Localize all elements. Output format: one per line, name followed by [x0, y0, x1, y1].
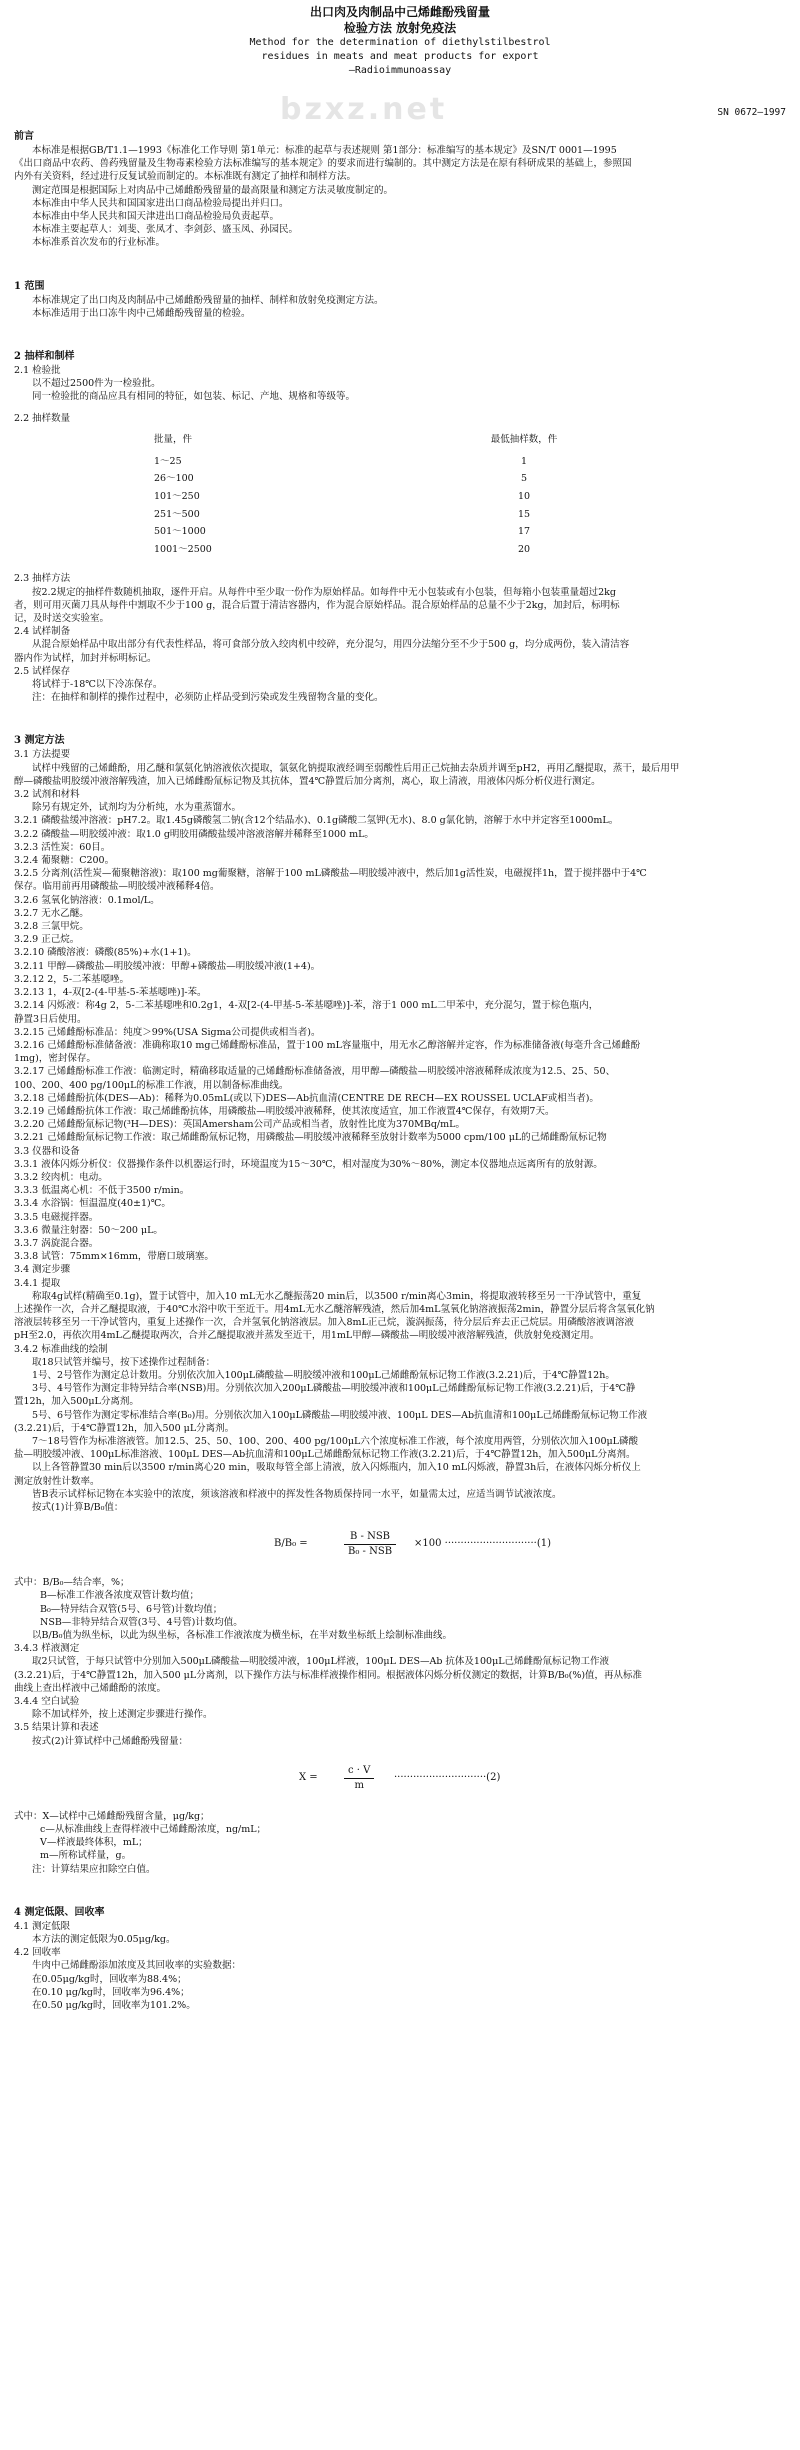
formula-def-line: V—样液最终体积，mL； [40, 1837, 148, 1849]
foreword-line: 本标准是根据GB/T1.1—1993《标准化工作导则 第1单元：标准的起草与表述规则 第1部分：标准编写的基本规定》及SN/T 0001—1995 [32, 145, 617, 156]
equipment-list [14, 1158, 786, 1264]
foreword-line: 内外有关资料，经过进行反复试验而制定的。本标准既有测定了抽样和制样方法。 [14, 171, 357, 183]
equipment-line: 3.3.7 涡旋混合器。 [14, 1237, 99, 1249]
equipment-line: 3.3.3 低温离心机：不低于3500 r/min。 [14, 1185, 190, 1197]
reagent-line: 3.2.13 1，4-双[2-(4-甲基-5-苯基噁唑)]-苯。 [14, 987, 207, 999]
subsection-heading: 3.4.4 空白试验 [14, 1696, 80, 1708]
procedure-line: 除不加试样外，按上述测定步骤进行操作。 [32, 1709, 213, 1721]
formula-1-lhs: B/B₀ = [274, 1538, 308, 1550]
subsection-heading: 3.4.2 标准曲线的绘制 [14, 1343, 108, 1355]
subsection-heading: 3.3 仪器和设备 [14, 1145, 80, 1157]
formula-1-tail: ×100 ·····························(1) [414, 1538, 551, 1550]
equipment-line: 3.3.2 绞肉机：电动。 [14, 1171, 108, 1183]
table-cell: 20 [517, 543, 531, 555]
subsection-heading: 3.2 试剂和材料 [14, 789, 80, 801]
table-row [14, 470, 786, 488]
reagent-line: 3.2.17 己烯雌酚标准工作液：临测定时，精确移取适量的己烯雌酚标准储备液，用甲醇—磷酸盐—明胶缓冲溶液稀释成浓度为12.5、25、50、 [14, 1066, 616, 1078]
reagent-line: 保存。临用前再用磷酸盐—明胶缓冲液稀释4倍。 [14, 881, 220, 893]
reagent-line: 3.2.19 己烯雌酚抗体工作液：取己烯雌酚抗体，用磷酸盐—明胶缓冲液稀释，使其浓度适宜，加工作液置4℃保存，有效期7天。 [14, 1105, 555, 1117]
formula-1 [174, 1528, 786, 1562]
procedure-line: 盐—明胶缓冲液、100μL标准溶液、100μL DES—Ab抗血清和100μL己烯雌酚氚标记物工作液(3.2.21)后，于4℃静置12h，加入500μL分离剂。 [14, 1449, 636, 1461]
section-note: 注：在抽样和制样的操作过程中，必须防止样品受到污染或发生残留物含量的变化。 [32, 692, 384, 704]
table-cell: 17 [517, 526, 531, 538]
subsection-heading: 3.4.3 样液测定 [14, 1643, 80, 1655]
formula-def-line: 式中：X—试样中己烯雌酚残留含量，μg/kg； [14, 1810, 210, 1822]
subsection-heading: 4.2 回收率 [14, 1947, 61, 1959]
procedure-line: 按式(1)计算B/B₀值： [32, 1502, 124, 1514]
doc-title: 出口肉及肉制品中己烯雌酚残留量 [309, 5, 490, 19]
formula-def-line: NSB—非特异结合双管(3号、4号管)计数均值。 [40, 1616, 243, 1628]
section-1-line: 本标准适用于出口冻牛肉中己烯雌酚残留量的检验。 [32, 307, 251, 319]
section-2-heading: 2 抽样和制样 [14, 351, 75, 363]
equipment-line: 3.3.4 水浴锅：恒温温度(40±1)℃。 [14, 1198, 171, 1210]
reagent-line: 3.2.3 活性炭：60目。 [14, 841, 111, 853]
equipment-line: 3.3.1 液体闪烁分析仪：仪器操作条件以机器运行时，环境温度为15～30℃，相对湿度为30%～80%，测定本仪器地点远离所有的放射源。 [14, 1158, 603, 1170]
reagent-line: 3.2.20 己烯雌酚氚标记物(³H—DES)：英国Amersham公司产品或相当者，放射性比度为370MBq/mL。 [14, 1119, 465, 1131]
formula-2-numerator: c · V [344, 1764, 374, 1779]
formula-2-tail: ·····························(2) [394, 1771, 501, 1783]
reagents-list [14, 801, 786, 1144]
reagent-line: 3.2.10 磷酸溶液：磷酸(85%)+水(1+1)。 [14, 947, 197, 959]
section-3-heading: 3 测定方法 [14, 735, 65, 747]
reagent-line: 3.2.21 己烯雌酚氚标记物工作液：取己烯雌酚氚标记物，用磷酸盐—明胶缓冲液稀释至放射计数率为5000 cpm/100 μL的己烯雌酚氚标记物 [14, 1132, 607, 1144]
subsection-heading: 2.2 抽样数量 [14, 412, 71, 424]
subsection-heading: 2.1 检验批 [14, 365, 61, 377]
reagent-line: 1mg)，密封保存。 [14, 1053, 96, 1065]
recovery-line: 牛肉中己烯雌酚添加浓度及其回收率的实验数据： [32, 1960, 242, 1972]
doc-title-en-2: residues in meats and meat products for export [261, 51, 539, 62]
formula-def-line: 以B/B₀值为纵坐标，以此为纵坐标，各标准工作液浓度为横坐标，在半对数坐标纸上绘制标准曲线。 [32, 1630, 452, 1642]
subsection-heading: 4.1 测定低限 [14, 1920, 71, 1932]
section-line: 本方法的测定低限为0.05μg/kg。 [32, 1934, 176, 1946]
table-cell: 251～500 [154, 508, 200, 520]
sampling-table [14, 433, 786, 559]
formula-1-denominator: B₀ - NSB [348, 1546, 393, 1558]
reagent-line: 3.2.12 2，5-二苯基噁唑。 [14, 973, 130, 985]
section-1-line: 本标准规定了出口肉及肉制品中己烯雌酚残留量的抽样、制样和放射免疫测定方法。 [32, 294, 384, 306]
doc-title-en-1: Method for the determination of diethylstilbestrol [249, 37, 551, 48]
table-cell: 15 [517, 508, 531, 520]
procedure-line: 溶液层转移至另一干净试管内，重复上述操作一次，合并氢氧化钠溶液层。加入8mL正己烷，漩涡振荡，待分层后弃去正己烷层。用磷酸溶液调溶液 [14, 1317, 634, 1329]
subsection-heading: 3.4 测定步骤 [14, 1264, 71, 1276]
formula-2-lhs: X = [299, 1771, 318, 1783]
formula-def-line: 式中：B/B₀—结合率，%； [14, 1577, 130, 1589]
subsection-heading: 2.3 抽样方法 [14, 573, 71, 585]
formula-note: 注：计算结果应扣除空白值。 [32, 1863, 156, 1875]
table-header-samples: 最低抽样数，件 [490, 433, 558, 445]
section-line: 将试样于-18℃以下冷冻保存。 [32, 679, 163, 691]
recovery-line: 在0.10 μg/kg时，回收率为96.4%； [32, 1986, 190, 1998]
table-row [14, 506, 786, 524]
equipment-line: 3.3.5 电磁搅拌器。 [14, 1211, 99, 1223]
foreword-line: 本标准由中华人民共和国天津进出口商品检验局负责起草。 [32, 211, 280, 223]
section-line: 器内作为试样，加封并标明标记。 [14, 652, 157, 664]
standard-number: SN 0672—1997 [717, 107, 786, 118]
table-cell: 1001～2500 [154, 543, 212, 555]
procedure-line: 上述操作一次，合并乙醚提取液，于40℃水浴中吹干至近干。用4mL无水乙醚溶解残渣，然后加4mL氢氧化钠溶液振荡2min，静置分层后将含氢氧化钠 [14, 1303, 655, 1315]
procedure-line: 测定放射性计数率。 [14, 1475, 100, 1487]
subsection-heading: 2.5 试样保存 [14, 665, 71, 677]
formula-2 [174, 1762, 786, 1796]
subsection-heading: 3.4.1 提取 [14, 1277, 61, 1289]
reagent-line: 3.2.7 无水乙醚。 [14, 907, 89, 919]
table-cell: 1～25 [154, 455, 182, 467]
section-line: 按2.2规定的抽样件数随机抽取，逐件开启。从每件中至少取一份作为原始样品。如每件中无小包装或有小包装，但每箱小包装重量超过2kg [32, 586, 616, 598]
table-cell: 5 [520, 473, 528, 485]
section-line: 醇—磷酸盐明胶缓冲液溶解残渣，加入已烯雌酚氚标记物及其抗体，置4℃静置后加分离剂，离心，取上清液，用液体闪烁分析仪进行测定。 [14, 775, 601, 787]
formula-2-fraction [344, 1764, 374, 1793]
recovery-line: 在0.50 μg/kg时，回收率为101.2%。 [32, 2000, 196, 2012]
foreword-line: 本标准由中华人民共和国国家进出口商品检验局提出并归口。 [32, 197, 289, 209]
section-1-heading: 1 范围 [14, 280, 45, 292]
reagent-line: 3.2.1 磷酸盐缓冲溶液：pH7.2。取1.45g磷酸氢二钠(含12个结晶水)、0.1g磷酸二氢钾(无水)、8.0 g氯化钠，溶解于水中并定容至1000mL。 [14, 815, 619, 827]
table-row [14, 488, 786, 506]
formula-1-fraction [344, 1530, 396, 1559]
reagent-line: 100、200、400 pg/100μL的标准工作液，用以制备标准曲线。 [14, 1079, 289, 1091]
reagent-line: 3.2.4 葡聚糖：C200。 [14, 855, 115, 867]
procedure-line: 以上各管静置30 min后以3500 r/min离心20 min，吸取每管全部上清液，放入闪烁瓶内，加入10 mL闪烁液，静置3h后，在液体闪烁分析仪上 [32, 1462, 641, 1474]
watermark: bzxz.net [280, 92, 448, 127]
table-row [14, 453, 786, 471]
foreword-heading: 前言 [14, 131, 34, 142]
procedure-line: (3.2.21)后，于4℃静置12h，加入500 μL分离剂，以下操作方法与标准样液操作相同。根据液体闪烁分析仪测定的数据，计算B/B₀(%)值，再从标准 [14, 1669, 643, 1681]
section-line: 试样中残留的己烯雌酚，用乙醚和氯氨化钠溶液依次提取，氯氨化钠提取液经调至弱酸性后用正己烷抽去杂质并调至pH2，再用乙醚提取，蒸干，最后用甲 [32, 762, 680, 774]
procedure-line: 曲线上查出样液中己烯雌酚的浓度。 [14, 1682, 167, 1694]
table-cell: 10 [517, 491, 531, 503]
procedure-line: 皆B表示试样标记物在本实验中的浓度，须该溶液和样液中的挥发性各物质保持同一水平，如量需太过，应适当调节试液浓度。 [32, 1488, 562, 1500]
reagent-line: 3.2.5 分离剂(活性炭—葡聚糖溶液)：取100 mg葡聚糖，溶解于100 mL磷酸盐—明胶缓冲液中，然后加1g活性炭，电磁搅拌1h，置于搅拌器中于4℃ [14, 868, 647, 880]
reagent-line: 3.2.15 己烯雌酚标准品：纯度＞99%(USA Sigma公司提供或相当者)。 [14, 1026, 321, 1038]
table-header-row [14, 433, 786, 447]
foreword-line: 测定范围是根据国际上对肉品中己烯雌酚残留量的最高限量和测定方法灵敏度制定的。 [32, 184, 394, 196]
reagent-line: 3.2.2 磷酸盐—明胶缓冲液：取1.0 g明胶用磷酸盐缓冲溶液溶解并稀释至1000 mL。 [14, 828, 374, 840]
foreword-body [14, 144, 786, 250]
procedure-line: pH至2.0，再依次用4mL乙醚提取两次，合并乙醚提取液并蒸发至近干，用1mL甲醇—磷酸盐—明胶缓冲液溶解残渣，供放射免疫测定用。 [14, 1330, 600, 1342]
formula-2-denominator: m [354, 1779, 364, 1791]
table-row [14, 523, 786, 541]
table-header-batch: 批量，件 [154, 433, 193, 445]
recovery-line: 在0.05μg/kg时，回收率为88.4%； [32, 1973, 187, 1985]
formula-def-line: m—所称试样量，g。 [40, 1850, 132, 1862]
equipment-line: 3.3.8 试管：75mm×16mm，带磨口玻璃塞。 [14, 1251, 214, 1263]
foreword-line: 本标准主要起草人：刘斐、张凤才、李剑彭、盛玉凤、孙园民。 [32, 224, 299, 236]
section-line: 记，及时送交实验室。 [14, 613, 110, 625]
procedure-line: 取2只试管，于每只试管中分别加入500μL磷酸盐—明胶缓冲液，100μL样液，100μL DES—Ab 抗体及100μL己烯雌酚氚标记物工作液 [32, 1656, 610, 1668]
formula-def-line: c—从标准曲线上查得样液中己烯雌酚浓度，ng/mL； [40, 1824, 267, 1836]
procedure-line: (3.2.21)后，于4℃静置12h，加入500 μL分离剂。 [14, 1422, 235, 1434]
table-row [14, 541, 786, 559]
procedure-line: 取18只试管并编号，按下述操作过程制备： [32, 1356, 216, 1368]
procedure-line: 5号、6号管作为测定零标准结合率(B₀)用。分别依次加入100μL磷酸盐—明胶缓冲液、100μL DES—Ab抗血清和100μL己烯雌酚氚标记物工作液 [32, 1409, 648, 1421]
section-line: 从混合原始样品中取出部分有代表性样品，将可食部分放入绞肉机中绞碎，充分混匀，用四分法缩分至不少于500 g，均分成两份，装入清洁容 [32, 639, 630, 651]
reagent-line: 除另有规定外，试剂均为分析纯，水为重蒸馏水。 [32, 802, 242, 814]
formula-1-numerator: B - NSB [344, 1530, 396, 1545]
subsection-heading: 3.1 方法提要 [14, 749, 71, 761]
reagent-line: 3.2.16 己烯雌酚标准储备液：准确称取10 mg己烯雌酚标准品，置于100 mL容量瓶中，用无水乙醇溶解并定容，作为标准储备液(每毫升含己烯雌酚 [14, 1039, 641, 1051]
formula-def-line: B—标准工作液各浓度双管计数均值； [40, 1590, 199, 1602]
section-line: 者，则可用灭菌刀具从每件中割取不少于100 g，混合后置于清洁容器内，作为混合原始样品。混合原始样品的总量不少于2kg，加封后，标明标 [14, 599, 620, 611]
formula-def-line: B₀—特异结合双管(5号、6号管)计数均值； [40, 1603, 223, 1615]
reagent-line: 3.2.8 三氯甲烷。 [14, 921, 89, 933]
procedure-line: 7～18号管作为标准溶液管。加12.5、25、50、100、200、400 pg/100μL六个浓度标准工作液，每个浓度用两管，分别依次加入100μL磷酸 [32, 1436, 638, 1447]
procedure-line: 称取4g试样(精确至0.1g)，置于试管中，加入10 mL无水乙醚振荡20 min后，以3500 r/min离心3min，将提取液转移至另一干净试管中，重复 [32, 1290, 642, 1302]
section-4-heading: 4 测定低限、回收率 [14, 1906, 105, 1918]
reagent-line: 3.2.6 氢氧化钠溶液：0.1mol/L。 [14, 894, 160, 906]
doc-title-method: 检验方法 放射免疫法 [343, 21, 457, 35]
reagent-line: 3.2.11 甲醇—磷酸盐—明胶缓冲液：甲醇+磷酸盐—明胶缓冲液(1+4)。 [14, 960, 321, 972]
section-line: 以不超过2500件为一检验批。 [32, 378, 161, 390]
foreword-line: 本标准系首次发布的行业标准。 [32, 237, 166, 249]
reagent-line: 静置3日后使用。 [14, 1013, 87, 1025]
subsection-heading: 2.4 试样制备 [14, 626, 71, 638]
reagent-line: 3.2.9 正己烷。 [14, 934, 80, 946]
subsection-heading: 3.5 结果计算和表述 [14, 1722, 99, 1734]
procedure-line: 按式(2)计算试样中己烯雌酚残留量： [32, 1735, 188, 1747]
procedure-line: 置12h，加入500μL分离剂。 [14, 1396, 139, 1408]
foreword-line: 《出口商品中农药、兽药残留量及生物毒素检验方法标准编写的基本规定》的要求而进行编制的。其中测定方法是在原有科研成果的基础上，参照国 [14, 158, 632, 170]
reagent-line: 3.2.14 闪烁液：称4g 2，5-二苯基噁唑和0.2g1，4-双[2-(4-甲基-5-苯基噁唑)]-苯，溶于1 000 mL二甲苯中，充分混匀，置于棕色瓶内， [14, 1000, 599, 1012]
section-line: 同一检验批的商品应具有相同的特征，如包装、标记、产地、规格和等级等。 [32, 391, 356, 403]
table-cell: 501～1000 [154, 526, 206, 538]
procedure-line: 1号、2号管作为测定总计数用。分别依次加入100μL磷酸盐—明胶缓冲液和100μL己烯雌酚氚标记物工作液(3.2.21)后，于4℃静置12h。 [32, 1369, 615, 1381]
table-cell: 101～250 [154, 491, 200, 503]
table-cell: 26～100 [154, 473, 194, 485]
reagent-line: 3.2.18 己烯雌酚抗体(DES—Ab)：稀释为0.05mL(或以下)DES—Ab抗血清(CENTRE DE RECH—EX ROUSSEL UCLAF或相当者)。 [14, 1092, 599, 1104]
equipment-line: 3.3.6 微量注射器：50～200 μL。 [14, 1224, 163, 1236]
table-cell: 1 [520, 455, 528, 467]
procedure-line: 3号、4号管作为测定非特异结合率(NSB)用。分别依次加入200μL磷酸盐—明胶缓冲液和100μL己烯雌酚氚标记物工作液(3.2.21)后，于4℃静 [32, 1383, 636, 1395]
doc-title-en-3: —Radioimmunoassay [348, 65, 452, 76]
